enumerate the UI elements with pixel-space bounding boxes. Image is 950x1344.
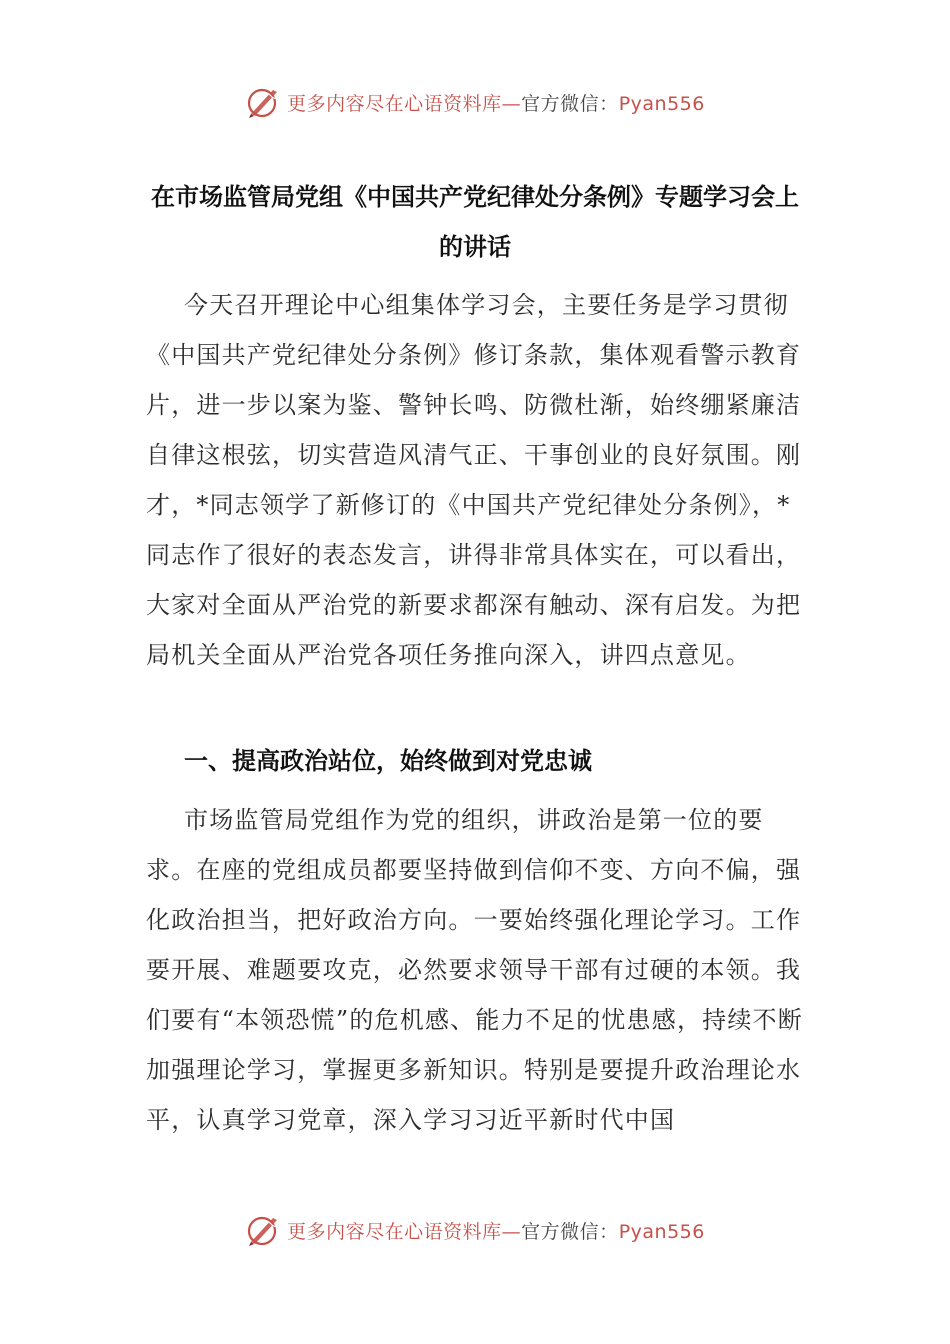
watermark-text bbox=[287, 1217, 705, 1244]
watermark-site-name: 更多内容尽在心语资料库 bbox=[287, 92, 502, 115]
header-watermark bbox=[0, 80, 950, 124]
watermark-separator: — bbox=[501, 1220, 522, 1243]
watermark-official-label: 官方微信： bbox=[521, 1220, 619, 1243]
watermark-text bbox=[287, 89, 705, 116]
section-heading-1: 一、提高政治站位，始终做到对党忠诚 bbox=[184, 747, 592, 775]
paragraph-intro: 今天召开理论中心组集体学习会，主要任务是学习贯彻《中国共产党纪律处分条例》修订条款，集体观看警示教育片，进一步以案为鉴、警钟长鸣、防微杜渐，始终绷紧廉洁自律这根弦，切实营造风清气正、干事创业的良好氛围。刚才，*同志领学了新修订的《中国共产党纪律处分条例》，*同志作了很好的表态发言，讲得非常具体实在，可以看出，大家对全面从严治党的新要求都深有触动、深有启发。为把局机关全面从严治党各项任务推向深入，讲四点意见。 bbox=[146, 291, 802, 669]
watermark-wechat-id: Pyan556 bbox=[618, 1220, 705, 1243]
watermark-official-label: 官方微信： bbox=[521, 92, 619, 115]
watermark-site-name: 更多内容尽在心语资料库 bbox=[287, 1220, 502, 1243]
pen-in-circle-logo bbox=[245, 84, 281, 120]
watermark-wechat-id: Pyan556 bbox=[618, 92, 705, 115]
footer-watermark bbox=[0, 1208, 950, 1252]
paragraph-section-1: 市场监管局党组作为党的组织，讲政治是第一位的要求。在座的党组成员都要坚持做到信仰不变、方向不偏，强化政治担当，把好政治方向。一要始终强化理论学习。工作要开展、难题要攻克，必然要求领导干部有过硬的本领。我们要有“本领恐慌”的危机感、能力不足的忧患感，持续不断加强理论学习，掌握更多新知识。特别是要提升政治理论水平，认真学习党章，深入学习习近平新时代中国 bbox=[146, 806, 803, 1134]
pen-in-circle-logo bbox=[245, 1212, 281, 1248]
document-title: 在市场监管局党组《中国共产党纪律处分条例》专题学习会上的讲话 bbox=[151, 183, 799, 261]
watermark-separator: — bbox=[501, 92, 522, 115]
